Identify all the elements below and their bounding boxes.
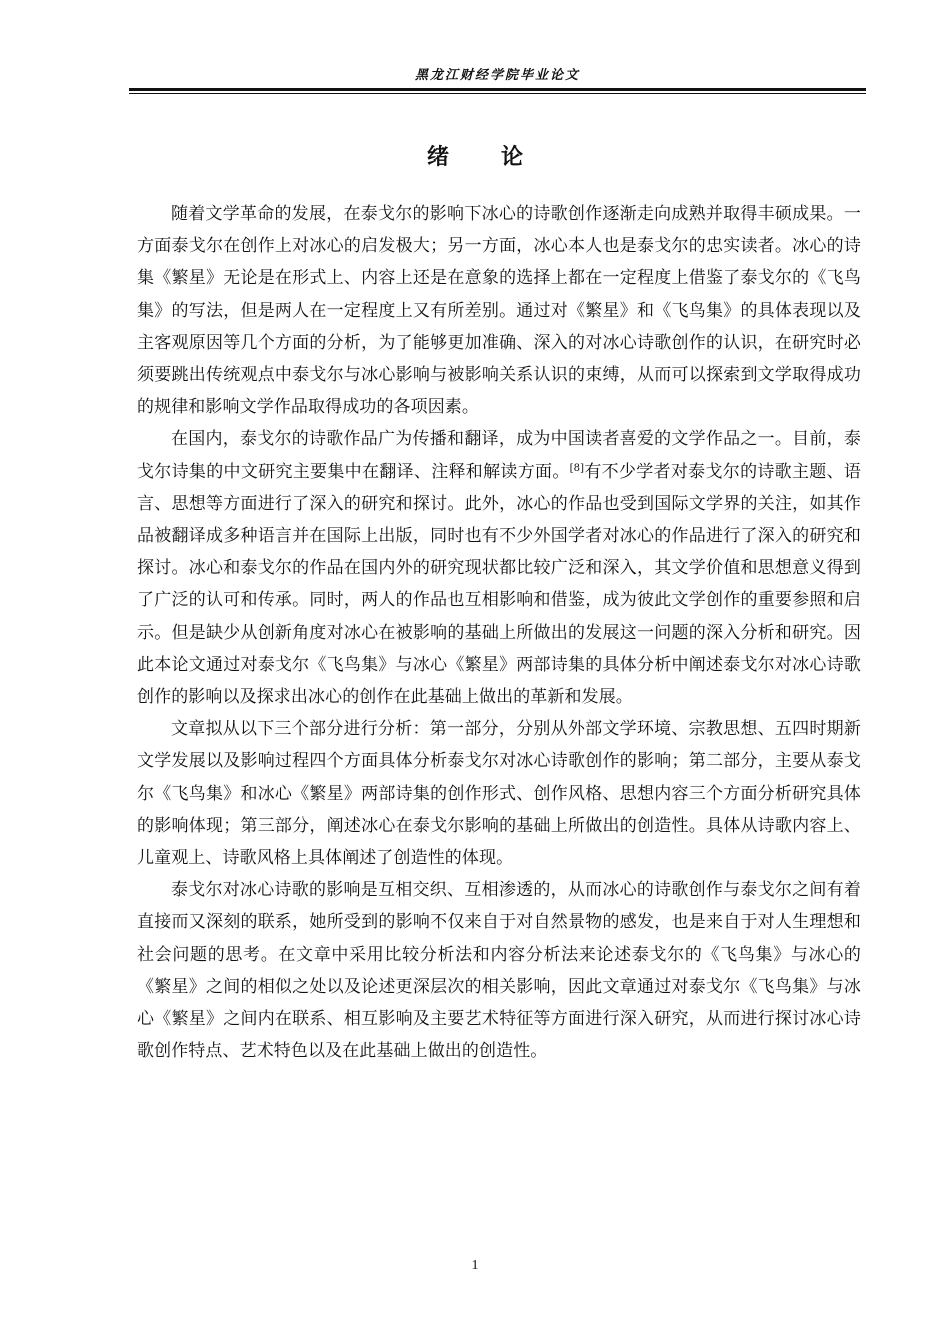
paragraph-2 bbox=[137, 423, 861, 713]
paragraph-2-part-1: 在国内，泰戈尔的诗歌作品广为传播和翻译，成为中国读者喜爱的文学作品之一。目前，泰戈尔诗集的中文研究主要集中在翻译、注释和解读方面。 bbox=[137, 429, 861, 482]
section-title: 绪论 bbox=[426, 145, 575, 170]
citation-reference: [8] bbox=[569, 462, 585, 474]
paragraph-1: 随着文学革命的发展，在泰戈尔的影响下冰心的诗歌创作逐渐走向成熟并取得丰硕成果。一方面泰戈尔在创作上对冰心的启发极大；另一方面，冰心本人也是泰戈尔的忠实读者。冰心的诗集《繁星》无论是在形式上、内容上还是在意象的选择上都在一定程度上借鉴了泰戈尔的《飞鸟集》的写法，但是两人在一定程度上又有所差别。通过对《繁星》和《飞鸟集》的具体表现以及主客观原因等几个方面的分析，为了能够更加准确、深入的对冰心诗歌创作的认识，在研究时必须要跳出传统观点中泰戈尔与冰心影响与被影响关系认识的束缚，从而可以探索到文学取得成功的规律和影响文学作品取得成功的各项因素。 bbox=[137, 204, 861, 418]
header-rule-thick bbox=[129, 88, 866, 91]
running-header: 黑龙江财经学院毕业论文 bbox=[414, 68, 580, 83]
paragraph-2-part-2: 有不少学者对泰戈尔的诗歌主题、语言、思想等方面进行了深入的研究和探讨。此外，冰心的作品也受到国际文学界的关注，如其作品被翻译成多种语言并在国际上出版，同时也有不少外国学者对冰心的作品进行了深入的研究和探讨。冰心和泰戈尔的作品在国内外的研究现状都比较广泛和深入，其文学价值和思想意义得到了广泛的认可和传承。同时，两人的作品也互相影响和借鉴，成为彼此文学创作的重要参照和启示。但是缺少从创新角度对冰心在被影响的基础上所做出的发展这一问题的深入分析和研究。因此本论文通过对泰戈尔《飞鸟集》与冰心《繁星》两部诗集的具体分析中阐述泰戈尔对冰心诗歌创作的影响以及探求出冰心的创作在此基础上做出的革新和发展。 bbox=[137, 461, 861, 708]
header-rule-thin bbox=[129, 93, 866, 94]
body-text bbox=[137, 198, 861, 1067]
paragraph-3: 文章拟从以下三个部分进行分析：第一部分，分别从外部文学环境、宗教思想、五四时期新文学发展以及影响过程四个方面具体分析泰戈尔对冰心诗歌创作的影响；第二部分，主要从泰戈尔《飞鸟集》和冰心《繁星》两部诗集的创作形式、创作风格、思想内容三个方面分析研究具体的影响体现；第三部分，阐述冰心在泰戈尔影响的基础上所做出的创造性。具体从诗歌内容上、儿童观上、诗歌风格上具体阐述了创造性的体现。 bbox=[137, 719, 861, 869]
page-number: 1 bbox=[471, 1258, 479, 1273]
paragraph-4: 泰戈尔对冰心诗歌的影响是互相交织、互相渗透的，从而冰心的诗歌创作与泰戈尔之间有着直接而又深刻的联系，她所受到的影响不仅来自于对自然景物的感发，也是来自于对人生理想和社会问题的思考。在文章中采用比较分析法和内容分析法来论述泰戈尔的《飞鸟集》与冰心的《繁星》之间的相似之处以及论述更深层次的相关影响，因此文章通过对泰戈尔《飞鸟集》与冰心《繁星》之间内在联系、相互影响及主要艺术特征等方面进行深入研究，从而进行探讨冰心诗歌创作特点、艺术特色以及在此基础上做出的创造性。 bbox=[137, 880, 861, 1062]
